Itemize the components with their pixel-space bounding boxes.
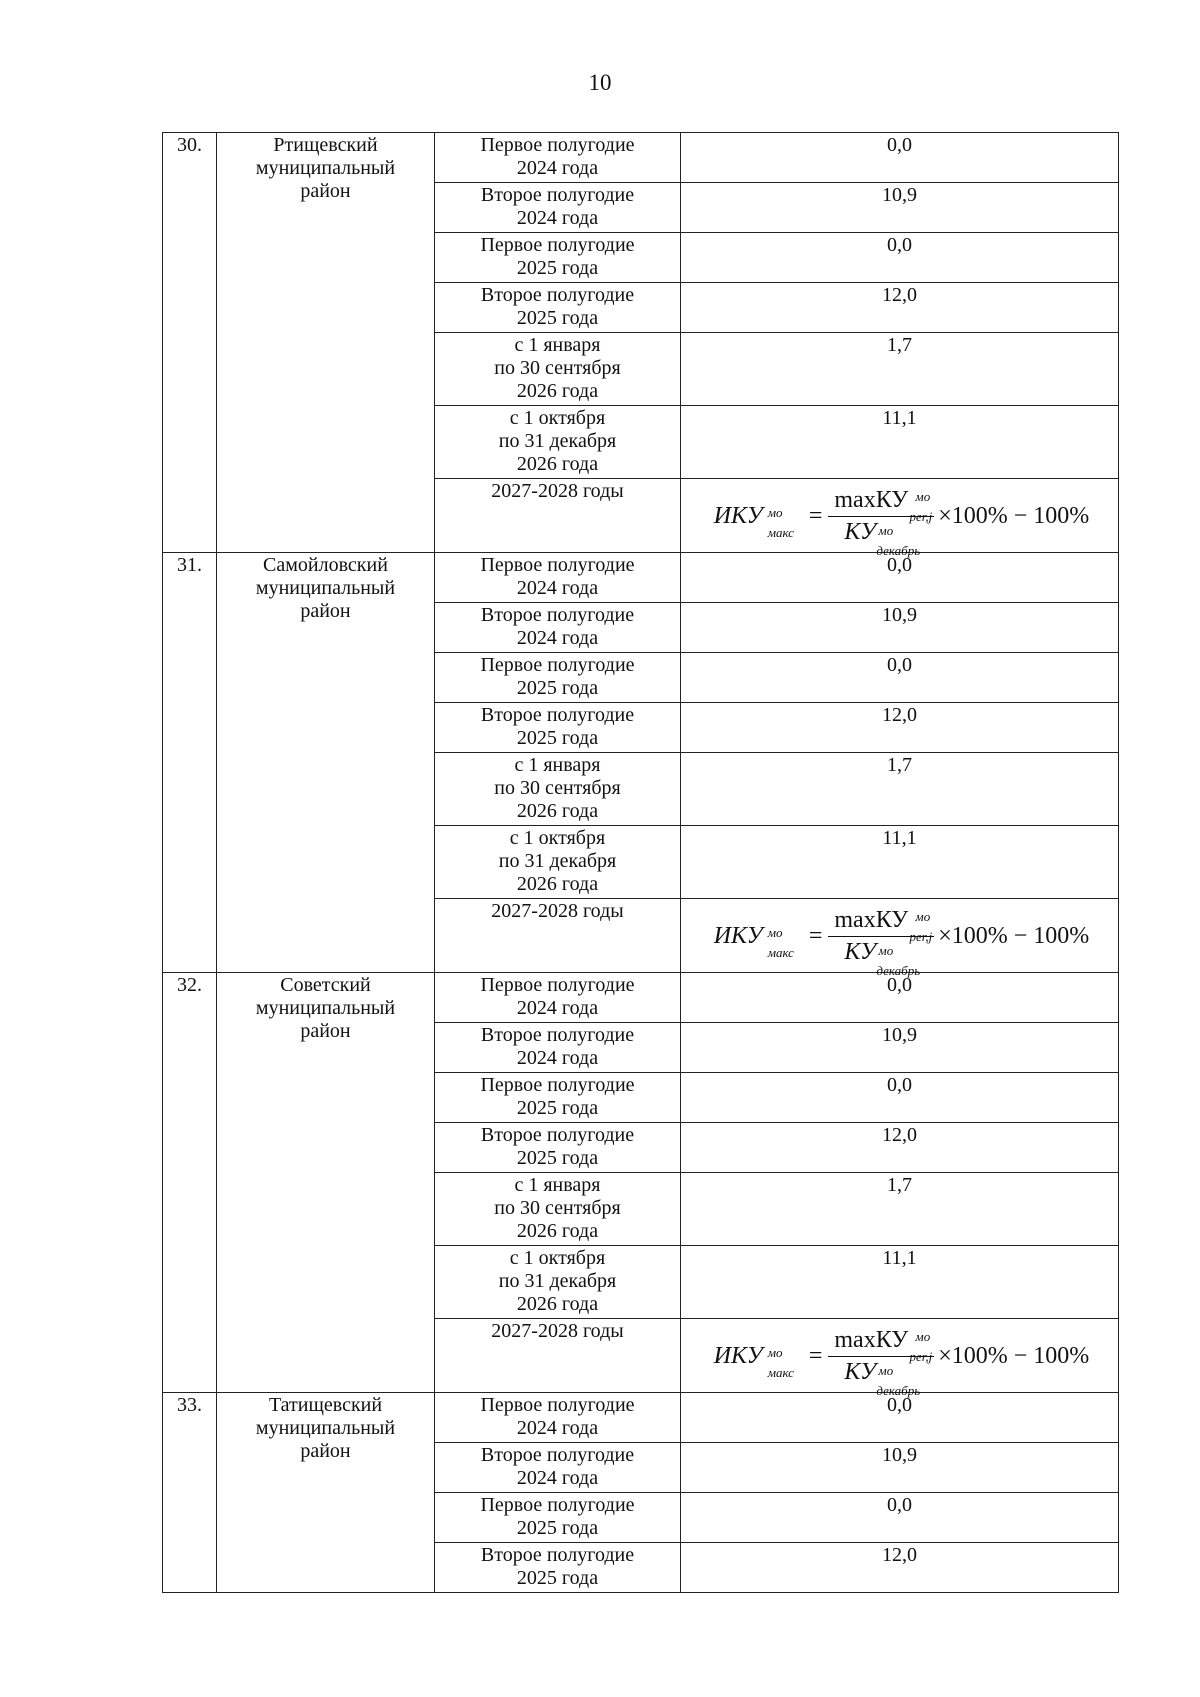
index-formula: ИКУ мо макс = maxКУ мо per,j КУ мо декабрь ×100% − 100% — [713, 486, 1090, 558]
district-name: Татищевский муниципальный район — [217, 1393, 435, 1593]
index-value: 10,9 — [681, 603, 1119, 653]
index-value: 0,0 — [681, 973, 1119, 1023]
period-label: Второе полугодие 2024 года — [435, 1023, 681, 1073]
period-label: Первое полугодие 2024 года — [435, 133, 681, 183]
formula-lhs: ИКУ мо макс — [713, 1342, 794, 1380]
formula-cell — [681, 1319, 1119, 1398]
table-row — [163, 1393, 1119, 1443]
period-label: Первое полугодие 2024 года — [435, 1393, 681, 1443]
period-label: 2027-2028 годы — [435, 479, 681, 553]
row-number: 32. — [163, 973, 217, 1393]
period-label: с 1 октября по 31 декабря 2026 года — [435, 406, 681, 479]
index-value: 11,1 — [681, 406, 1119, 479]
formula-cell — [681, 899, 1119, 978]
index-value: 11,1 — [681, 1246, 1119, 1319]
district-name: Советский муниципальный район — [217, 973, 435, 1393]
period-label: Первое полугодие 2025 года — [435, 1073, 681, 1123]
formula-fraction: maxКУ мо per,j КУ мо декабрь — [828, 489, 934, 544]
row-number: 30. — [163, 133, 217, 553]
period-label: Второе полугодие 2024 года — [435, 603, 681, 653]
period-label: Второе полугодие 2025 года — [435, 283, 681, 333]
table-row — [163, 553, 1119, 603]
index-value: 11,1 — [681, 826, 1119, 899]
page-number: 10 — [588, 70, 612, 95]
formula-cell — [681, 479, 1119, 558]
table-row — [163, 973, 1119, 1023]
period-label: Второе полугодие 2024 года — [435, 1443, 681, 1493]
period-label: с 1 октября по 31 декабря 2026 года — [435, 826, 681, 899]
index-value: 1,7 — [681, 753, 1119, 826]
period-label: Второе полугодие 2025 года — [435, 703, 681, 753]
index-value: 0,0 — [681, 1393, 1119, 1443]
index-value: 12,0 — [681, 1123, 1119, 1173]
index-value: 0,0 — [681, 1073, 1119, 1123]
row-number: 33. — [163, 1393, 217, 1593]
index-value: 0,0 — [681, 553, 1119, 603]
index-value: 0,0 — [681, 233, 1119, 283]
period-label: 2027-2028 годы — [435, 1319, 681, 1393]
period-label: с 1 октября по 31 декабря 2026 года — [435, 1246, 681, 1319]
formula-lhs: ИКУ мо макс — [713, 502, 794, 540]
index-value: 1,7 — [681, 333, 1119, 406]
period-label: с 1 января по 30 сентября 2026 года — [435, 1173, 681, 1246]
period-label: Первое полугодие 2024 года — [435, 553, 681, 603]
index-value: 12,0 — [681, 283, 1119, 333]
period-label: Первое полугодие 2025 года — [435, 233, 681, 283]
table-row — [163, 133, 1119, 183]
formula-lhs: ИКУ мо макс — [713, 922, 794, 960]
index-value: 1,7 — [681, 1173, 1119, 1246]
index-formula: ИКУ мо макс = maxКУ мо per,j КУ мо декабрь ×100% − 100% — [713, 906, 1090, 978]
period-label: Второе полугодие 2025 года — [435, 1543, 681, 1593]
index-value: 12,0 — [681, 1543, 1119, 1593]
indices-table — [162, 132, 1119, 1593]
period-label: Первое полугодие 2024 года — [435, 973, 681, 1023]
district-name: Самойловский муниципальный район — [217, 553, 435, 973]
index-value: 0,0 — [681, 1493, 1119, 1543]
index-value: 10,9 — [681, 1023, 1119, 1073]
period-label: Первое полугодие 2025 года — [435, 653, 681, 703]
formula-fraction: maxКУ мо per,j КУ мо декабрь — [828, 909, 934, 964]
district-name: Ртищевский муниципальный район — [217, 133, 435, 553]
period-label: 2027-2028 годы — [435, 899, 681, 973]
index-value: 0,0 — [681, 653, 1119, 703]
index-value: 12,0 — [681, 703, 1119, 753]
index-value: 0,0 — [681, 133, 1119, 183]
period-label: с 1 января по 30 сентября 2026 года — [435, 333, 681, 406]
period-label: с 1 января по 30 сентября 2026 года — [435, 753, 681, 826]
row-number: 31. — [163, 553, 217, 973]
index-value: 10,9 — [681, 183, 1119, 233]
period-label: Первое полугодие 2025 года — [435, 1493, 681, 1543]
formula-fraction: maxКУ мо per,j КУ мо декабрь — [828, 1329, 934, 1384]
period-label: Второе полугодие 2024 года — [435, 183, 681, 233]
index-value: 10,9 — [681, 1443, 1119, 1493]
index-formula: ИКУ мо макс = maxКУ мо per,j КУ мо декабрь ×100% − 100% — [713, 1326, 1090, 1398]
period-label: Второе полугодие 2025 года — [435, 1123, 681, 1173]
